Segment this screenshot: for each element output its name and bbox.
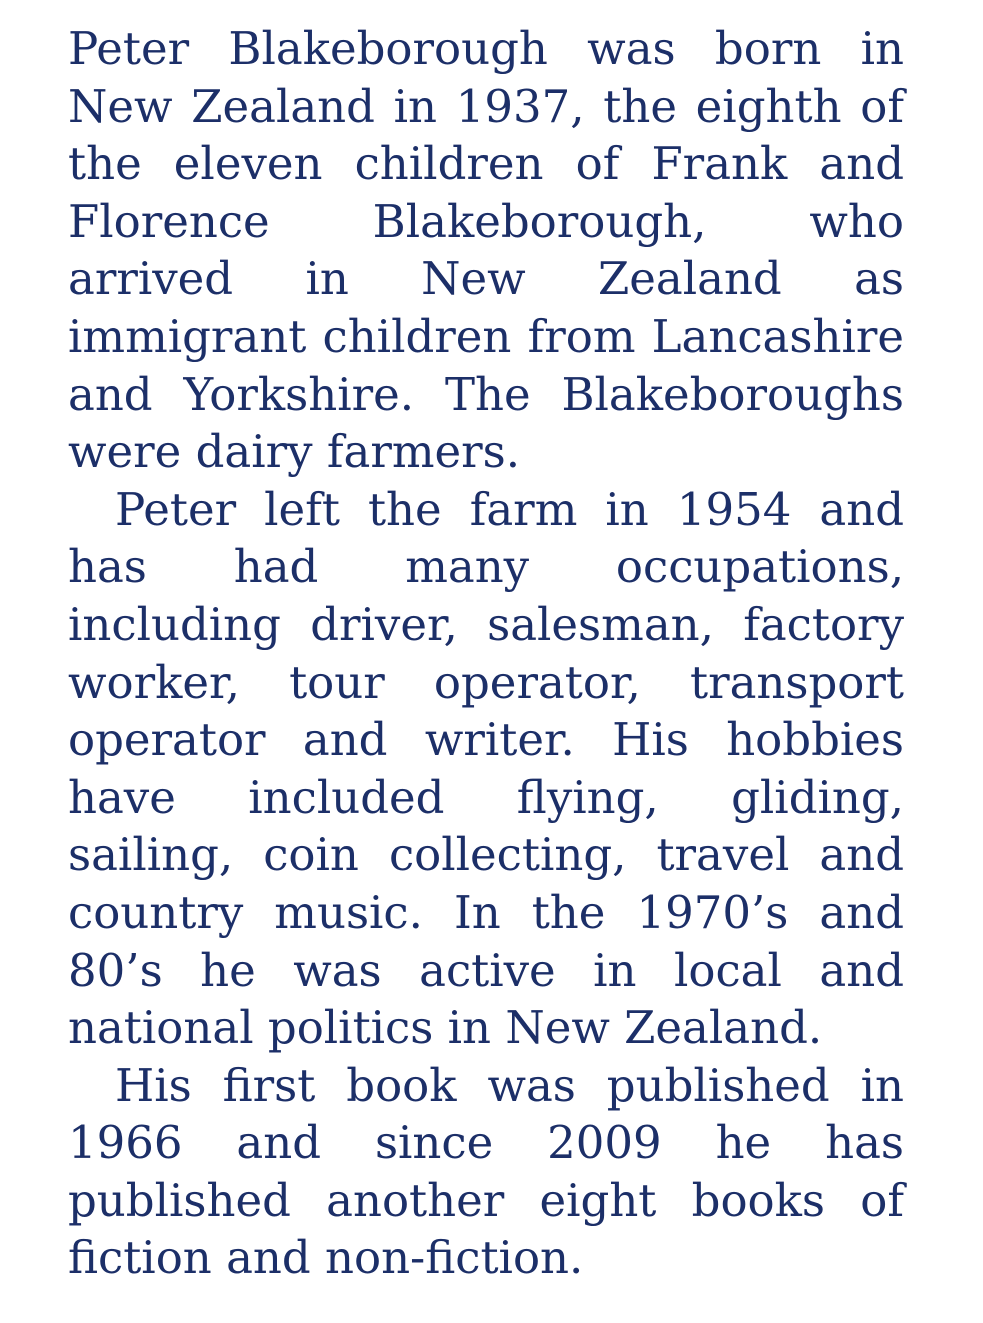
bio-paragraph-3: His first book was published in 1966 and since 2009 he has published another eight books of fiction and non-fiction.: [68, 1058, 904, 1285]
bio-paragraph-2: Peter left the farm in 1954 and has had many occupations, including driver, salesman, factory worker, tour operator, transport operator and writer. His hobbies have included flying, gliding, sailing, coin collecting, travel and country music. In the 1970’s and 80’s he was active in local and national politics in New Zealand.: [68, 482, 904, 1055]
author-bio: [68, 20, 904, 1287]
bio-paragraph-1: Peter Blakeborough was born in New Zealand in 1937, the eighth of the eleven children of Frank and Florence Blakeborough, who arrived in New Zealand as immigrant children from Lancashire and Yorkshire. The Blakeboroughs were dairy farmers.: [68, 22, 904, 479]
